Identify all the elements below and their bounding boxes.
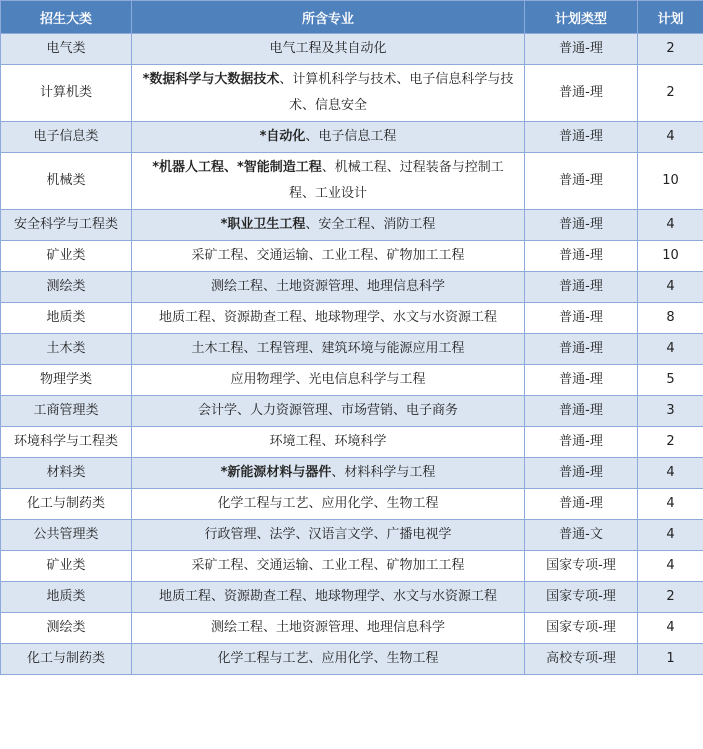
cell-plan: 10 bbox=[638, 153, 703, 210]
cell-category: 地质类 bbox=[1, 582, 132, 613]
cell-plan-type: 普通-理 bbox=[525, 272, 638, 303]
majors-text: 采矿工程、交通运输、工业工程、矿物加工工程 bbox=[191, 558, 465, 573]
table-row bbox=[1, 489, 703, 520]
table-row bbox=[1, 210, 703, 241]
cell-category: 化工与制药类 bbox=[1, 489, 132, 520]
cell-plan: 10 bbox=[638, 241, 703, 272]
cell-plan-type: 普通-理 bbox=[525, 427, 638, 458]
majors-text: 采矿工程、交通运输、工业工程、矿物加工工程 bbox=[191, 248, 465, 263]
header-category: 招生大类 bbox=[1, 1, 132, 34]
majors-text: 、材料科学与工程 bbox=[331, 465, 436, 480]
majors-text: 、计算机科学与技术、电子信息科学与技术、信息安全 bbox=[279, 72, 514, 113]
majors-text: 应用物理学、光电信息科学与工程 bbox=[230, 372, 426, 387]
cell-plan-type: 普通-理 bbox=[525, 122, 638, 153]
table-row bbox=[1, 458, 703, 489]
cell-plan-type: 普通-理 bbox=[525, 303, 638, 334]
cell-category: 测绘类 bbox=[1, 272, 132, 303]
cell-category: 土木类 bbox=[1, 334, 132, 365]
cell-category: 计算机类 bbox=[1, 65, 132, 122]
majors-text: 测绘工程、土地资源管理、地理信息科学 bbox=[210, 620, 445, 635]
cell-majors bbox=[132, 241, 525, 272]
cell-plan: 4 bbox=[638, 334, 703, 365]
cell-plan-type: 国家专项-理 bbox=[525, 551, 638, 582]
table-row bbox=[1, 427, 703, 458]
table-row bbox=[1, 303, 703, 334]
header-majors: 所含专业 bbox=[132, 1, 525, 34]
majors-text: 、安全工程、消防工程 bbox=[305, 217, 436, 232]
cell-category: 工商管理类 bbox=[1, 396, 132, 427]
table-body bbox=[1, 34, 703, 675]
table-row bbox=[1, 365, 703, 396]
majors-text: 测绘工程、土地资源管理、地理信息科学 bbox=[210, 279, 445, 294]
cell-plan-type: 普通-理 bbox=[525, 65, 638, 122]
majors-text: 行政管理、法学、汉语言文学、广播电视学 bbox=[204, 527, 452, 542]
featured-majors: *职业卫生工程 bbox=[220, 217, 306, 232]
table-row bbox=[1, 122, 703, 153]
table-row bbox=[1, 520, 703, 551]
table-header-row bbox=[1, 1, 703, 34]
table-row bbox=[1, 34, 703, 65]
cell-plan-type: 普通-理 bbox=[525, 458, 638, 489]
cell-plan: 2 bbox=[638, 582, 703, 613]
cell-plan: 2 bbox=[638, 34, 703, 65]
cell-plan: 2 bbox=[638, 65, 703, 122]
cell-plan: 3 bbox=[638, 396, 703, 427]
cell-category: 电气类 bbox=[1, 34, 132, 65]
cell-majors bbox=[132, 551, 525, 582]
cell-majors bbox=[132, 613, 525, 644]
table-row bbox=[1, 241, 703, 272]
table-row bbox=[1, 582, 703, 613]
featured-majors: *新能源材料与器件 bbox=[220, 465, 332, 480]
cell-plan: 4 bbox=[638, 489, 703, 520]
cell-category: 物理学类 bbox=[1, 365, 132, 396]
header-plan-type: 计划类型 bbox=[525, 1, 638, 34]
majors-text: 、机械工程、过程装备与控制工程、工业设计 bbox=[288, 160, 504, 201]
featured-majors: *数据科学与大数据技术 bbox=[142, 72, 280, 87]
table-row bbox=[1, 396, 703, 427]
cell-plan: 1 bbox=[638, 644, 703, 675]
cell-majors bbox=[132, 272, 525, 303]
cell-plan-type: 普通-理 bbox=[525, 489, 638, 520]
cell-majors bbox=[132, 210, 525, 241]
cell-majors bbox=[132, 644, 525, 675]
cell-plan: 8 bbox=[638, 303, 703, 334]
majors-text: 化学工程与工艺、应用化学、生物工程 bbox=[217, 496, 439, 511]
cell-plan-type: 高校专项-理 bbox=[525, 644, 638, 675]
cell-majors bbox=[132, 458, 525, 489]
featured-majors: *自动化 bbox=[259, 129, 306, 144]
cell-category: 矿业类 bbox=[1, 551, 132, 582]
cell-category: 矿业类 bbox=[1, 241, 132, 272]
cell-category: 机械类 bbox=[1, 153, 132, 210]
cell-majors bbox=[132, 303, 525, 334]
cell-category: 公共管理类 bbox=[1, 520, 132, 551]
table-row bbox=[1, 272, 703, 303]
cell-majors bbox=[132, 582, 525, 613]
featured-majors: *机器人工程、*智能制造工程 bbox=[152, 160, 322, 175]
cell-plan: 4 bbox=[638, 122, 703, 153]
majors-text: 土木工程、工程管理、建筑环境与能源应用工程 bbox=[191, 341, 465, 356]
cell-plan: 2 bbox=[638, 427, 703, 458]
cell-category: 环境科学与工程类 bbox=[1, 427, 132, 458]
cell-plan: 4 bbox=[638, 458, 703, 489]
cell-plan-type: 普通-文 bbox=[525, 520, 638, 551]
cell-majors bbox=[132, 334, 525, 365]
majors-text: 电气工程及其自动化 bbox=[269, 41, 387, 56]
cell-category: 材料类 bbox=[1, 458, 132, 489]
cell-majors bbox=[132, 427, 525, 458]
majors-text: 化学工程与工艺、应用化学、生物工程 bbox=[217, 651, 439, 666]
cell-plan-type: 国家专项-理 bbox=[525, 613, 638, 644]
cell-plan-type: 国家专项-理 bbox=[525, 582, 638, 613]
cell-majors bbox=[132, 396, 525, 427]
cell-category: 地质类 bbox=[1, 303, 132, 334]
cell-plan: 4 bbox=[638, 210, 703, 241]
cell-plan: 4 bbox=[638, 272, 703, 303]
cell-majors bbox=[132, 153, 525, 210]
cell-plan-type: 普通-理 bbox=[525, 34, 638, 65]
majors-text: 、电子信息工程 bbox=[305, 129, 397, 144]
table-row bbox=[1, 153, 703, 210]
table-row bbox=[1, 334, 703, 365]
cell-plan: 4 bbox=[638, 613, 703, 644]
cell-plan-type: 普通-理 bbox=[525, 241, 638, 272]
cell-majors bbox=[132, 34, 525, 65]
cell-plan-type: 普通-理 bbox=[525, 334, 638, 365]
cell-plan: 4 bbox=[638, 551, 703, 582]
cell-plan-type: 普通-理 bbox=[525, 153, 638, 210]
table-row bbox=[1, 65, 703, 122]
cell-category: 测绘类 bbox=[1, 613, 132, 644]
majors-text: 地质工程、资源勘查工程、地球物理学、水文与水资源工程 bbox=[158, 310, 497, 325]
cell-plan-type: 普通-理 bbox=[525, 365, 638, 396]
table-row bbox=[1, 644, 703, 675]
cell-majors bbox=[132, 122, 525, 153]
cell-category: 化工与制药类 bbox=[1, 644, 132, 675]
cell-majors bbox=[132, 489, 525, 520]
cell-plan-type: 普通-理 bbox=[525, 210, 638, 241]
cell-plan: 4 bbox=[638, 520, 703, 551]
cell-category: 安全科学与工程类 bbox=[1, 210, 132, 241]
cell-majors bbox=[132, 365, 525, 396]
cell-plan: 5 bbox=[638, 365, 703, 396]
cell-plan-type: 普通-理 bbox=[525, 396, 638, 427]
cell-majors bbox=[132, 65, 525, 122]
header-plan: 计划 bbox=[638, 1, 703, 34]
majors-text: 会计学、人力资源管理、市场营销、电子商务 bbox=[197, 403, 458, 418]
table-row bbox=[1, 551, 703, 582]
table-row bbox=[1, 613, 703, 644]
majors-text: 地质工程、资源勘查工程、地球物理学、水文与水资源工程 bbox=[158, 589, 497, 604]
cell-category: 电子信息类 bbox=[1, 122, 132, 153]
cell-majors bbox=[132, 520, 525, 551]
majors-text: 环境工程、环境科学 bbox=[269, 434, 387, 449]
